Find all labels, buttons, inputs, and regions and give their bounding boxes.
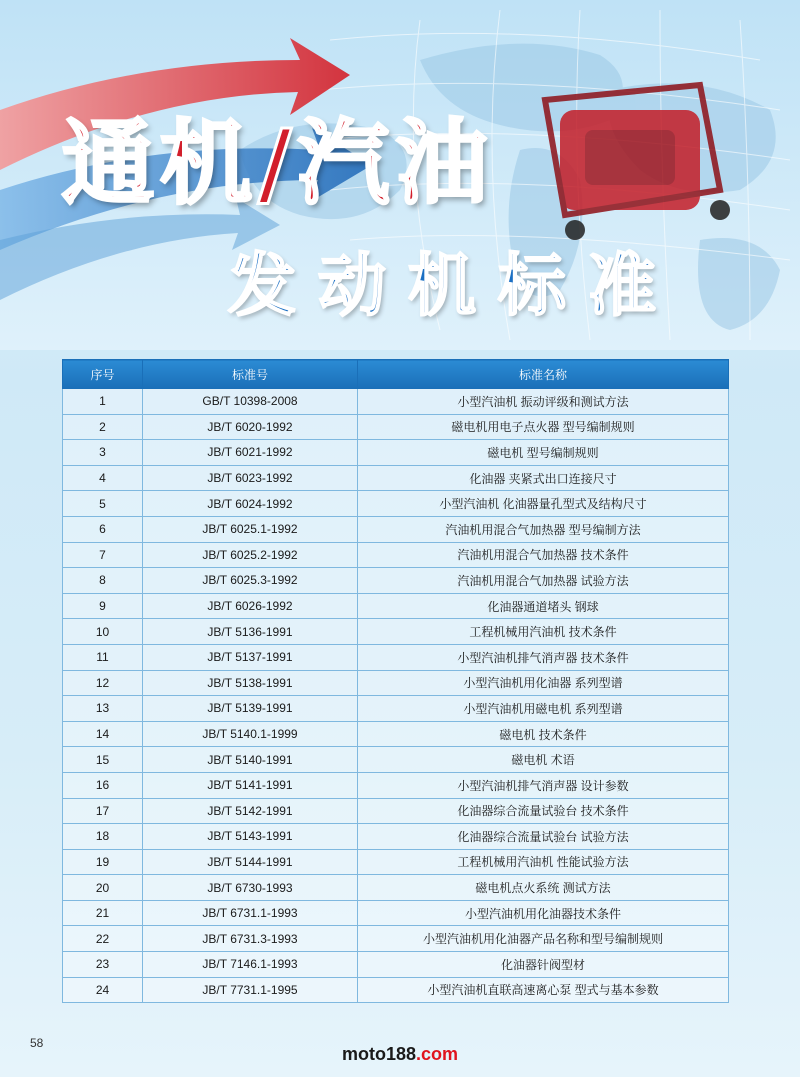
cell-standard-name: 小型汽油机直联高速离心泵 型式与基本参数 — [358, 977, 729, 1003]
cell-standard-name: 汽油机用混合气加热器 试验方法 — [358, 568, 729, 594]
cell-standard-name: 磁电机 技术条件 — [358, 721, 729, 747]
column-header-index: 序号 — [63, 360, 143, 389]
cell-index: 2 — [63, 414, 143, 440]
table-row — [63, 440, 729, 466]
cell-index: 16 — [63, 772, 143, 798]
cell-standard-name: 小型汽油机用化油器产品名称和型号编制规则 — [358, 926, 729, 952]
cell-standard-code: JB/T 6020-1992 — [143, 414, 358, 440]
page-number: 58 — [30, 1036, 44, 1050]
cell-standard-name: 小型汽油机排气消声器 技术条件 — [358, 644, 729, 670]
table-row — [63, 491, 729, 517]
cell-standard-code: JB/T 6025.3-1992 — [143, 568, 358, 594]
cell-standard-code: JB/T 7731.1-1995 — [143, 977, 358, 1003]
table-row — [63, 465, 729, 491]
cell-standard-code: JB/T 5137-1991 — [143, 644, 358, 670]
cell-standard-name: 小型汽油机用化油器 系列型谱 — [358, 670, 729, 696]
cell-standard-code: JB/T 6024-1992 — [143, 491, 358, 517]
cell-standard-code: JB/T 5142-1991 — [143, 798, 358, 824]
cell-standard-code: JB/T 6023-1992 — [143, 465, 358, 491]
cell-standard-code: JB/T 7146.1-1993 — [143, 952, 358, 978]
cell-standard-name: 磁电机 术语 — [358, 747, 729, 773]
table-row — [63, 619, 729, 645]
cell-standard-name: 化油器综合流量试验台 技术条件 — [358, 798, 729, 824]
cell-index: 7 — [63, 542, 143, 568]
table-row — [63, 926, 729, 952]
site-watermark — [0, 1044, 800, 1065]
cell-index: 3 — [63, 440, 143, 466]
column-header-standard-name: 标准名称 — [358, 360, 729, 389]
cell-standard-code: JB/T 5139-1991 — [143, 696, 358, 722]
site-name: moto188 — [341, 1044, 416, 1064]
cell-index: 6 — [63, 516, 143, 542]
cell-standard-name: 化油器 夹紧式出口连接尺寸 — [358, 465, 729, 491]
page-subtitle: 发动机标准 — [228, 247, 679, 326]
cell-standard-name: 小型汽油机排气消声器 设计参数 — [358, 772, 729, 798]
column-header-standard-code: 标准号 — [143, 360, 358, 389]
cell-standard-code: GB/T 10398-2008 — [143, 389, 358, 415]
cell-standard-code: JB/T 5138-1991 — [143, 670, 358, 696]
cell-index: 20 — [63, 875, 143, 901]
cell-standard-code: JB/T 6026-1992 — [143, 593, 358, 619]
cell-index: 11 — [63, 644, 143, 670]
cell-standard-name: 小型汽油机用化油器技术条件 — [358, 900, 729, 926]
cell-index: 17 — [63, 798, 143, 824]
cell-standard-name: 磁电机点火系统 测试方法 — [358, 875, 729, 901]
table-row — [63, 696, 729, 722]
cell-standard-name: 化油器通道堵头 钢球 — [358, 593, 729, 619]
cell-standard-code: JB/T 5144-1991 — [143, 849, 358, 875]
table-row — [63, 414, 729, 440]
table-row — [63, 747, 729, 773]
cell-index: 22 — [63, 926, 143, 952]
cell-index: 8 — [63, 568, 143, 594]
table-body — [63, 389, 729, 1003]
cell-standard-name: 小型汽油机用磁电机 系列型谱 — [358, 696, 729, 722]
cell-index: 5 — [63, 491, 143, 517]
cell-standard-code: JB/T 6025.1-1992 — [143, 516, 358, 542]
cell-standard-code: JB/T 6021-1992 — [143, 440, 358, 466]
cell-standard-name: 化油器针阀型材 — [358, 952, 729, 978]
hero-banner — [0, 0, 800, 350]
site-tld: .com — [416, 1044, 459, 1064]
cell-index: 9 — [63, 593, 143, 619]
cell-standard-code: JB/T 5140-1991 — [143, 747, 358, 773]
table-header-row — [63, 360, 729, 389]
table-row — [63, 568, 729, 594]
table-row — [63, 721, 729, 747]
cell-standard-code: JB/T 6731.3-1993 — [143, 926, 358, 952]
cell-standard-name: 化油器综合流量试验台 试验方法 — [358, 824, 729, 850]
table-row — [63, 670, 729, 696]
table-row — [63, 772, 729, 798]
cell-standard-code: JB/T 5141-1991 — [143, 772, 358, 798]
table-row — [63, 644, 729, 670]
cell-standard-name: 汽油机用混合气加热器 型号编制方法 — [358, 516, 729, 542]
cell-standard-name: 磁电机用电子点火器 型号编制规则 — [358, 414, 729, 440]
table-row — [63, 516, 729, 542]
table-row — [63, 875, 729, 901]
table-row — [63, 900, 729, 926]
cell-index: 19 — [63, 849, 143, 875]
cell-standard-name: 小型汽油机 振动评级和测试方法 — [358, 389, 729, 415]
cell-index: 23 — [63, 952, 143, 978]
cell-standard-name: 磁电机 型号编制规则 — [358, 440, 729, 466]
cell-standard-name: 小型汽油机 化油器量孔型式及结构尺寸 — [358, 491, 729, 517]
cell-standard-code: JB/T 5143-1991 — [143, 824, 358, 850]
cell-index: 12 — [63, 670, 143, 696]
table-row — [63, 824, 729, 850]
cell-index: 1 — [63, 389, 143, 415]
table-row — [63, 389, 729, 415]
cell-index: 14 — [63, 721, 143, 747]
table-row — [63, 593, 729, 619]
standards-table — [62, 359, 729, 1003]
cell-standard-code: JB/T 6731.1-1993 — [143, 900, 358, 926]
cell-index: 21 — [63, 900, 143, 926]
table-row — [63, 798, 729, 824]
cell-standard-code: JB/T 6730-1993 — [143, 875, 358, 901]
cell-standard-code: JB/T 5140.1-1999 — [143, 721, 358, 747]
cell-standard-name: 工程机械用汽油机 技术条件 — [358, 619, 729, 645]
cell-standard-code: JB/T 5136-1991 — [143, 619, 358, 645]
cell-index: 18 — [63, 824, 143, 850]
cell-index: 15 — [63, 747, 143, 773]
cell-index: 13 — [63, 696, 143, 722]
cell-index: 24 — [63, 977, 143, 1003]
cell-index: 10 — [63, 619, 143, 645]
cell-standard-name: 汽油机用混合气加热器 技术条件 — [358, 542, 729, 568]
cell-index: 4 — [63, 465, 143, 491]
cell-standard-code: JB/T 6025.2-1992 — [143, 542, 358, 568]
page-title: 通机/汽油 — [62, 110, 494, 217]
table-row — [63, 952, 729, 978]
table-row — [63, 542, 729, 568]
table-row — [63, 849, 729, 875]
cell-standard-name: 工程机械用汽油机 性能试验方法 — [358, 849, 729, 875]
table-row — [63, 977, 729, 1003]
